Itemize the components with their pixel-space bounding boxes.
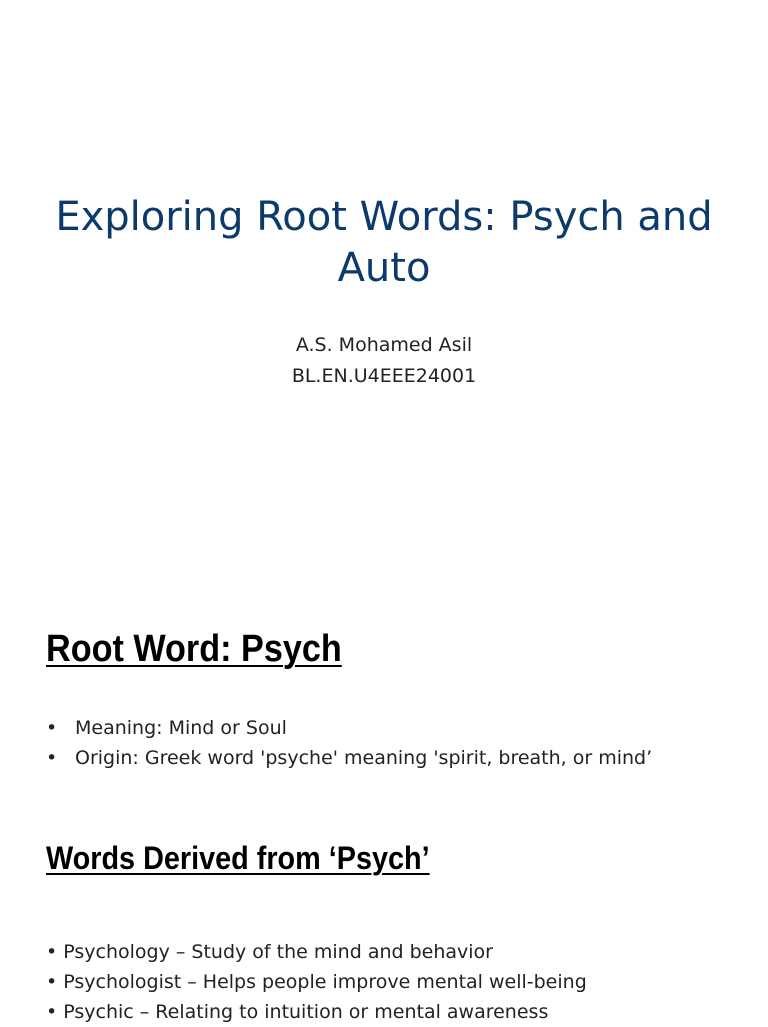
list-item: • Psychologist – Helps people improve mental well-being [46, 971, 587, 993]
content-slide [0, 576, 768, 1024]
bullet-text: Meaning: Mind or Soul [75, 717, 287, 739]
root-word-heading: Root Word: Psych [46, 628, 342, 670]
slide-title: Exploring Root Words: Psych and Auto [55, 194, 713, 291]
derived-words-heading: Words Derived from ‘Psych’ [46, 840, 430, 876]
roll-number: BL.EN.U4EEE24001 [291, 365, 477, 387]
root-word-bullets [46, 715, 696, 775]
bullet-text: Origin: Greek word 'psyche' meaning 'spirit, breath, or mind’ [75, 747, 653, 769]
list-item [46, 715, 696, 741]
list-item [46, 745, 696, 771]
bullet-marker: • [46, 747, 58, 769]
list-item: • Psychology – Study of the mind and behavior [46, 941, 493, 963]
derived-words-list [46, 937, 746, 1027]
bullet-marker: • [46, 717, 58, 739]
slide-subtitle [40, 330, 728, 392]
list-item: • Psychic – Relating to intuition or mental awareness [46, 1001, 549, 1023]
author-name: A.S. Mohamed Asil [295, 334, 473, 356]
